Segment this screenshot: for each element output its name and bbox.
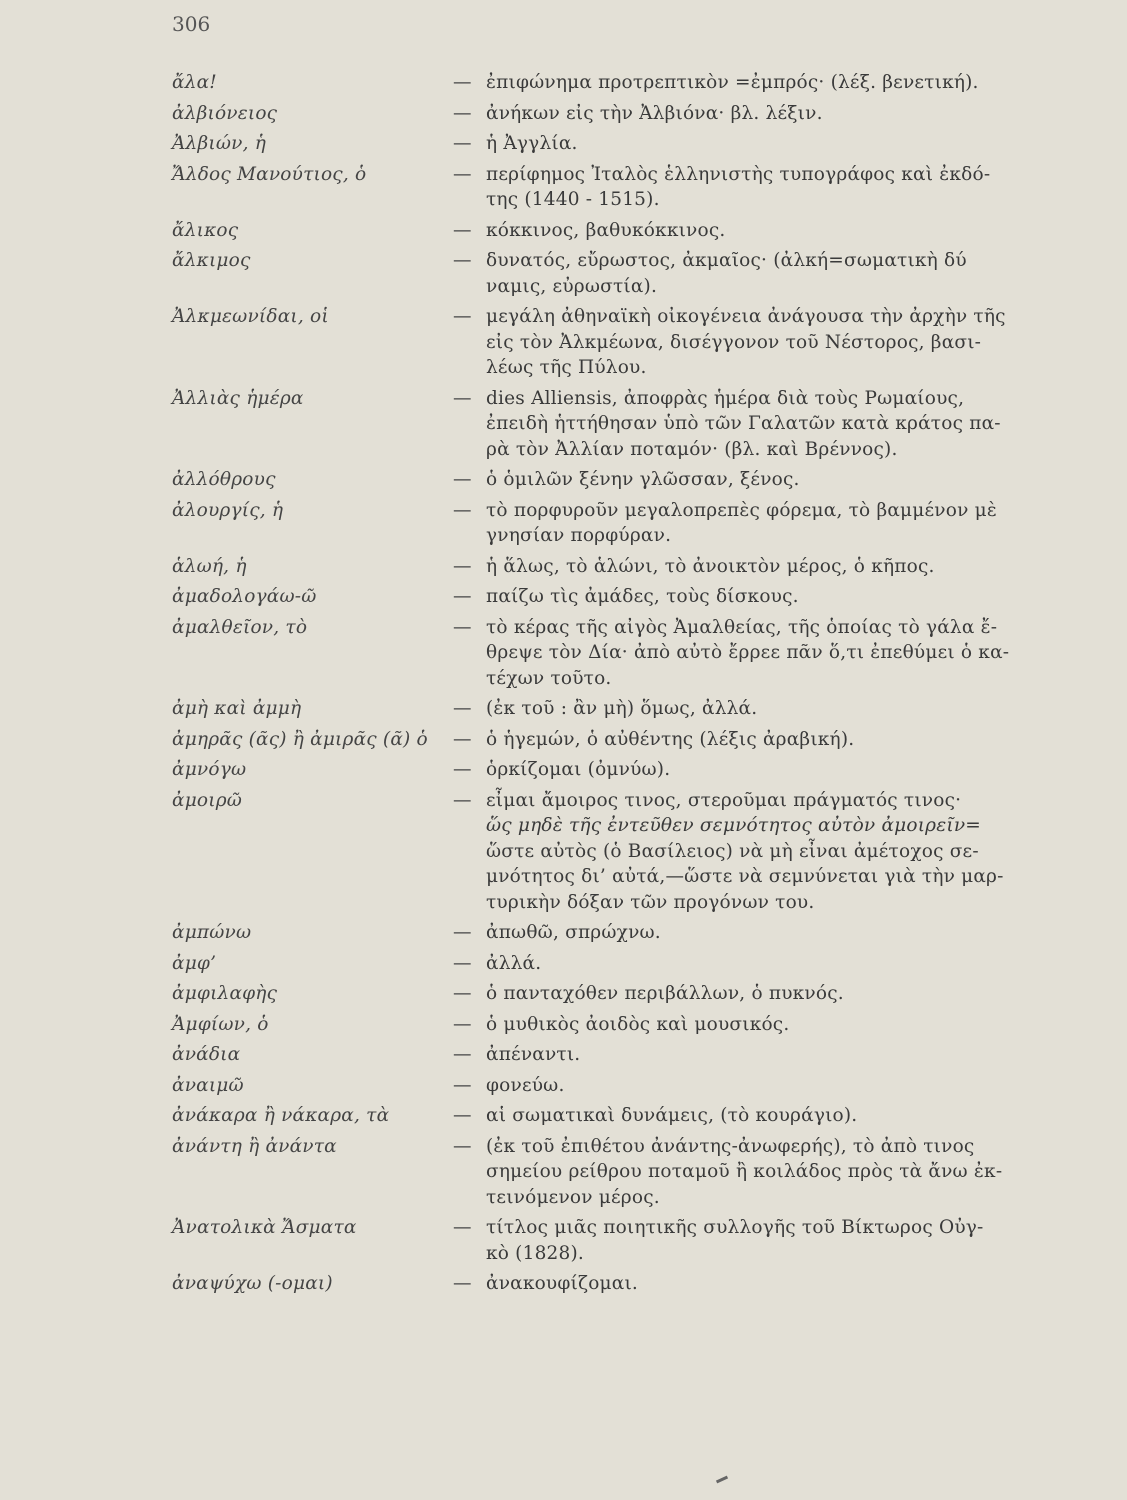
entry-definition	[486, 1103, 1031, 1129]
entry-headword: ἀλλόθρους	[172, 469, 276, 490]
dictionary-entry	[0, 554, 1127, 580]
entry-dash: —	[453, 1013, 472, 1035]
entry-headword: ἀμηρᾶς (ᾶς) ἢ ἀμιρᾶς (ᾶ) ὁ	[172, 728, 428, 750]
entry-dash: —	[453, 789, 472, 811]
entry-dash: —	[453, 1074, 472, 1096]
entry-dash: —	[453, 306, 472, 327]
entry-headword: Ἀλβιών, ἡ	[172, 133, 267, 154]
entry-headword: ἄλκιμος	[172, 250, 251, 271]
entry-definition	[486, 1271, 1031, 1297]
definition-line: (ἐκ τοῦ ἐπιθέτου ἀνάντης-ἀνωφερής), τὸ ἀπὸ τινος	[486, 1135, 975, 1157]
dictionary-entry	[0, 467, 1127, 493]
definition-line: ἀνακουφίζομαι.	[486, 1273, 639, 1294]
entry-definition	[486, 696, 1031, 722]
entry-dash: —	[453, 250, 472, 271]
entry-dash: —	[453, 102, 472, 124]
entry-headword: ἀναψύχω (-ομαι)	[172, 1273, 333, 1294]
definition-line: (ἐκ τοῦ : ἂν μὴ) ὅμως, ἀλλά.	[486, 698, 758, 719]
definition-line: ὁ πανταχόθεν περιβάλλων, ὁ πυκνός.	[486, 983, 844, 1004]
entry-headword: ἀμαλθεῖον, τὸ	[172, 616, 308, 638]
definition-line: ὁ ἡγεμών, ὁ αὐθέντης (λέξις ἀραβική).	[486, 728, 855, 750]
entry-definition	[486, 1042, 1031, 1068]
entry-headword: ἀμὴ καὶ ἀμμὴ	[172, 698, 302, 719]
entry-dash: —	[453, 922, 472, 943]
dictionary-entry	[0, 1103, 1127, 1129]
entry-headword: ἄλικος	[172, 219, 239, 241]
entry-dash: —	[453, 952, 472, 974]
definition-line: τέχων τοῦτο.	[486, 667, 612, 689]
entry-definition	[486, 467, 1031, 493]
definition-line: δυνατός, εὔρωστος, ἀκμαῖος· (ἀλκή=σωματικὴ δύ	[486, 250, 967, 271]
definition-line: εἶμαι ἄμοιρος τινος, στεροῦμαι πράγματός τινος·	[486, 789, 962, 811]
dictionary-entry	[0, 248, 1127, 299]
entry-definition	[486, 1134, 1031, 1211]
definition-line: περίφημος Ἰταλὸς ἑλληνιστὴς τυπογράφος καὶ ἐκδό-	[486, 163, 991, 185]
entry-dash: —	[453, 586, 472, 607]
definition-line: κὸ (1828).	[486, 1242, 584, 1264]
dictionary-entry	[0, 920, 1127, 946]
entry-dash: —	[453, 469, 472, 490]
entry-dash: —	[453, 163, 472, 185]
definition-line: ἀνήκων εἰς τὴν Ἀλβιόνα· βλ. λέξιν.	[486, 102, 823, 124]
dictionary-entry	[0, 162, 1127, 213]
definition-line: τυρικὴν δόξαν τῶν προγόνων του.	[486, 891, 815, 913]
entry-dash: —	[453, 219, 472, 241]
entry-headword: ἀμοιρῶ	[172, 789, 243, 811]
entry-headword: ἄλα!	[172, 72, 217, 93]
definition-line: τεινόμενον μέρος.	[486, 1186, 660, 1208]
entry-dash: —	[453, 616, 472, 638]
dictionary-entry	[0, 757, 1127, 783]
dictionary-entry	[0, 1215, 1127, 1266]
entry-headword: ἀμφ’	[172, 952, 217, 974]
definition-line: ἀλλά.	[486, 952, 542, 974]
page-number: 306	[172, 12, 211, 36]
dictionary-entry	[0, 70, 1127, 96]
entry-dash: —	[453, 133, 472, 154]
definition-line: λέως τῆς Πύλου.	[486, 357, 647, 378]
entry-definition	[486, 1215, 1031, 1266]
definition-line: ὁρκίζομαι (ὀμνύω).	[486, 759, 671, 780]
entry-headword: ἀμφιλαφὴς	[172, 983, 278, 1004]
entry-headword: Ἀνατολικὰ Ἄσματα	[172, 1217, 357, 1238]
entry-definition	[486, 70, 1031, 96]
dictionary-entry	[0, 584, 1127, 610]
definition-line: της (1440 - 1515).	[486, 189, 660, 210]
entry-dash: —	[453, 1217, 472, 1238]
entry-definition	[486, 304, 1031, 381]
entry-definition	[486, 386, 1031, 463]
entry-headword: ἀνάκαρα ἢ νάκαρα, τὰ	[172, 1105, 390, 1126]
definition-line: παίζω τὶς ἀμάδες, τοὺς δίσκους.	[486, 586, 799, 607]
definition-line: ἀπωθῶ, σπρώχνω.	[486, 922, 661, 943]
definition-line: μνότητος δι’ αὐτά,—ὥστε νὰ σεμνύνεται γιὰ τὴν μαρ-	[486, 866, 1004, 887]
definition-line: θρεψε τὸν Δία· ἀπὸ αὐτὸ ἔρρεε πᾶν ὅ,τι ἐπεθύμει ὁ κα-	[486, 642, 1010, 663]
entry-headword: ἀμαδολογάω-ῶ	[172, 586, 317, 607]
dictionary-entry	[0, 218, 1127, 244]
entry-dash: —	[453, 1135, 472, 1157]
entry-dash: —	[453, 72, 472, 93]
definition-line: σημείου ρείθρου ποταμοῦ ἢ κοιλάδος πρὸς τὰ ἄνω ἐκ-	[486, 1161, 1003, 1182]
definition-line: ἡ Ἀγγλία.	[486, 133, 578, 154]
definition-line: ναμις, εὐρωστία).	[486, 275, 658, 297]
definition-line: εἰς τὸν Ἀλκμέωνα, δισέγγονον τοῦ Νέστορος, βασι-	[486, 331, 982, 353]
entry-headword: ἀμπώνω	[172, 922, 252, 943]
definition-line: ἡ ἅλως, τὸ ἁλώνι, τὸ ἀνοικτὸν μέρος, ὁ κῆπος.	[486, 555, 935, 577]
entry-definition	[486, 981, 1031, 1007]
entry-definition	[486, 584, 1031, 610]
entry-headword: Ἀλκμεωνίδαι, οἱ	[172, 306, 329, 327]
entry-definition	[486, 554, 1031, 580]
entry-headword: ἀναιμῶ	[172, 1074, 244, 1096]
dictionary-entry	[0, 1271, 1127, 1297]
entry-dash: —	[453, 1105, 472, 1126]
dictionary-entry	[0, 131, 1127, 157]
dictionary-entry	[0, 981, 1127, 1007]
entry-definition	[486, 615, 1031, 692]
entry-definition	[486, 727, 1031, 753]
definition-line: μεγάλη ἀθηναϊκὴ οἰκογένεια ἀνάγουσα τὴν ἀρχὴν τῆς	[486, 306, 1006, 327]
dictionary-entry	[0, 951, 1127, 977]
dictionary-entry	[0, 1134, 1127, 1211]
entry-definition	[486, 920, 1031, 946]
entry-dash: —	[453, 1044, 472, 1065]
definition-line: τὸ πορφυροῦν μεγαλοπρεπὲς φόρεμα, τὸ βαμμένον μὲ	[486, 499, 997, 521]
entry-list	[0, 70, 1127, 1302]
entry-dash: —	[453, 555, 472, 577]
definition-line: τίτλος μιᾶς ποιητικῆς συλλογῆς τοῦ Βίκτωρος Οὐγ-	[486, 1217, 984, 1238]
definition-line: ρὰ τὸν Ἀλλίαν ποταμόν· (βλ. καὶ Βρέννος).	[486, 438, 898, 460]
entry-definition	[486, 757, 1031, 783]
entry-dash: —	[453, 499, 472, 521]
entry-dash: —	[453, 759, 472, 780]
definition-line: τὸ κέρας τῆς αἰγὸς Ἀμαλθείας, τῆς ὁποίας τὸ γάλα ἔ-	[486, 616, 998, 638]
dictionary-entry	[0, 498, 1127, 549]
entry-dash: —	[453, 728, 472, 750]
entry-definition	[486, 788, 1031, 916]
entry-headword: Ἄλδος Μανούτιος, ὁ	[172, 163, 367, 185]
dictionary-entry	[0, 696, 1127, 722]
dictionary-entry	[0, 788, 1127, 916]
entry-definition	[486, 218, 1031, 244]
entry-headword: ἁλωή, ἡ	[172, 555, 247, 577]
entry-dash: —	[453, 698, 472, 719]
dictionary-entry	[0, 615, 1127, 692]
ink-mark	[716, 1476, 728, 1484]
entry-dash: —	[453, 983, 472, 1004]
definition-line: ἀπέναντι.	[486, 1044, 581, 1065]
entry-dash: —	[453, 387, 472, 409]
entry-headword: ἀλουργίς, ἡ	[172, 499, 284, 521]
entry-definition	[486, 162, 1031, 213]
dictionary-entry	[0, 727, 1127, 753]
definition-line: ἐπιφώνημα προτρεπτικὸν =ἐμπρός· (λέξ. βενετική).	[486, 72, 979, 93]
definition-line: αἱ σωματικαὶ δυνάμεις, (τὸ κουράγιο).	[486, 1105, 858, 1126]
entry-definition	[486, 951, 1031, 977]
definition-line: ἐπειδὴ ἡττήθησαν ὑπὸ τῶν Γαλατῶν κατὰ κράτος πα-	[486, 413, 1001, 434]
entry-dash: —	[453, 1273, 472, 1294]
entry-headword: ἀλβιόνειος	[172, 102, 278, 124]
entry-definition	[486, 131, 1031, 157]
entry-headword: ἀμνόγω	[172, 759, 247, 780]
entry-definition	[486, 1012, 1031, 1038]
dictionary-entry	[0, 304, 1127, 381]
dictionary-entry	[0, 1073, 1127, 1099]
entry-definition	[486, 1073, 1031, 1099]
definition-line: ὁ μυθικὸς ἀοιδὸς καὶ μουσικός.	[486, 1013, 790, 1035]
definition-line: dies Alliensis, ἀποφρὰς ἡμέρα διὰ τοὺς Ρωμαίους,	[486, 387, 965, 409]
entry-definition	[486, 101, 1031, 127]
entry-headword: ἀνάδια	[172, 1044, 241, 1065]
entry-headword: Ἀλλιὰς ἡμέρα	[172, 387, 304, 409]
dictionary-entry	[0, 1012, 1127, 1038]
definition-line: φονεύω.	[486, 1074, 565, 1096]
entry-headword: ἀνάντη ἢ ἀνάντα	[172, 1135, 337, 1157]
entry-definition	[486, 248, 1031, 299]
definition-line: ὥς μηδὲ τῆς ἐντεῦθεν σεμνότητος αὐτὸν ἀμοιρεῖν=	[486, 815, 981, 836]
dictionary-entry	[0, 386, 1127, 463]
definition-line: ὁ ὁμιλῶν ξένην γλῶσσαν, ξένος.	[486, 469, 800, 490]
dictionary-entry	[0, 101, 1127, 127]
dictionary-entry	[0, 1042, 1127, 1068]
entry-headword: Ἀμφίων, ὁ	[172, 1013, 269, 1035]
entry-definition	[486, 498, 1031, 549]
definition-line: κόκκινος, βαθυκόκκινος.	[486, 219, 726, 241]
definition-line: γνησίαν πορφύραν.	[486, 525, 672, 546]
definition-line: ὥστε αὐτὸς (ὁ Βασίλειος) νὰ μὴ εἶναι ἀμέτοχος σε-	[486, 840, 979, 862]
